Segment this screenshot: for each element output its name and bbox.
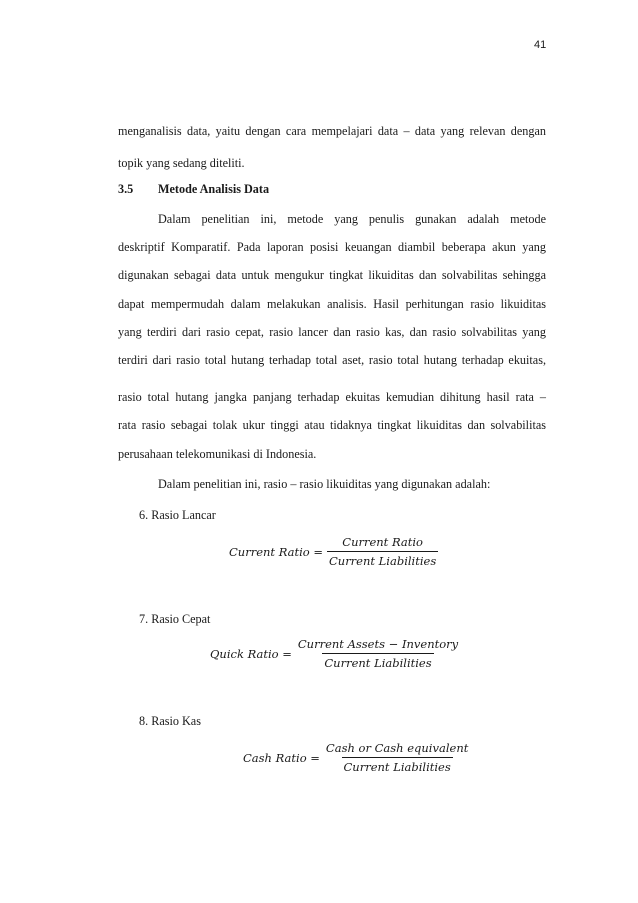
paragraph-line: deskriptif Komparatif. Pada laporan posisi keuangan diambil beberapa akun yang: [118, 240, 546, 254]
fraction: [327, 535, 438, 568]
fraction: [324, 741, 470, 774]
formula-cash-ratio: [243, 741, 470, 774]
numerator: Current Ratio: [342, 535, 423, 549]
paragraph-line: Dalam penelitian ini, metode yang penulis gunakan adalah metode: [158, 212, 546, 226]
intro-line: menganalisis data, yaitu dengan cara mempelajari data – data yang relevan dengan: [118, 124, 546, 138]
denominator: Current Liabilities: [322, 653, 433, 670]
denominator: Current Liabilities: [327, 551, 438, 568]
paragraph-line: perusahaan telekomunikasi di Indonesia.: [118, 447, 317, 461]
paragraph-line: yang terdiri dari rasio cepat, rasio lancer dan rasio kas, dan rasio solvabilitas yang: [118, 325, 546, 339]
paragraph-line: digunakan sebagai data untuk mengukur tingkat likuiditas dan solvabilitas sehingga: [118, 268, 546, 282]
page-number: 41: [534, 39, 547, 51]
numerator: Current Assets − Inventory: [297, 637, 459, 651]
section-title: Metode Analisis Data: [158, 182, 270, 196]
formula-quick-ratio: [210, 637, 460, 670]
formula-lhs: Quick Ratio =: [210, 646, 292, 661]
section-number: 3.5: [118, 182, 134, 196]
formula-current-ratio: [229, 535, 438, 568]
intro-line: topik yang sedang diteliti.: [118, 156, 245, 170]
paragraph-line: dapat mempermudah dalam melakukan analisis. Hasil perhitungan rasio likuiditas: [118, 297, 546, 311]
formula-lhs: Current Ratio =: [229, 544, 323, 559]
paragraph-line: Dalam penelitian ini, rasio – rasio likuiditas yang digunakan adalah:: [158, 477, 491, 491]
fraction: [296, 637, 460, 670]
list-item-label: 8. Rasio Kas: [139, 714, 201, 728]
list-item-label: 7. Rasio Cepat: [139, 612, 211, 626]
denominator: Current Liabilities: [342, 757, 453, 774]
paragraph-line: rasio total hutang jangka panjang terhadap ekuitas kemudian dihitung hasil rata –: [118, 390, 546, 404]
paragraph-line: rata rasio sebagai tolak ukur tinggi atau tidaknya tingkat likuiditas dan solvabilitas: [118, 418, 546, 432]
paragraph-line: terdiri dari rasio total hutang terhadap total aset, rasio total hutang terhadap ekuitas,: [118, 353, 546, 367]
numerator: Cash or Cash equivalent: [325, 741, 469, 755]
formula-lhs: Cash Ratio =: [243, 750, 320, 765]
list-item-label: 6. Rasio Lancar: [139, 508, 216, 522]
